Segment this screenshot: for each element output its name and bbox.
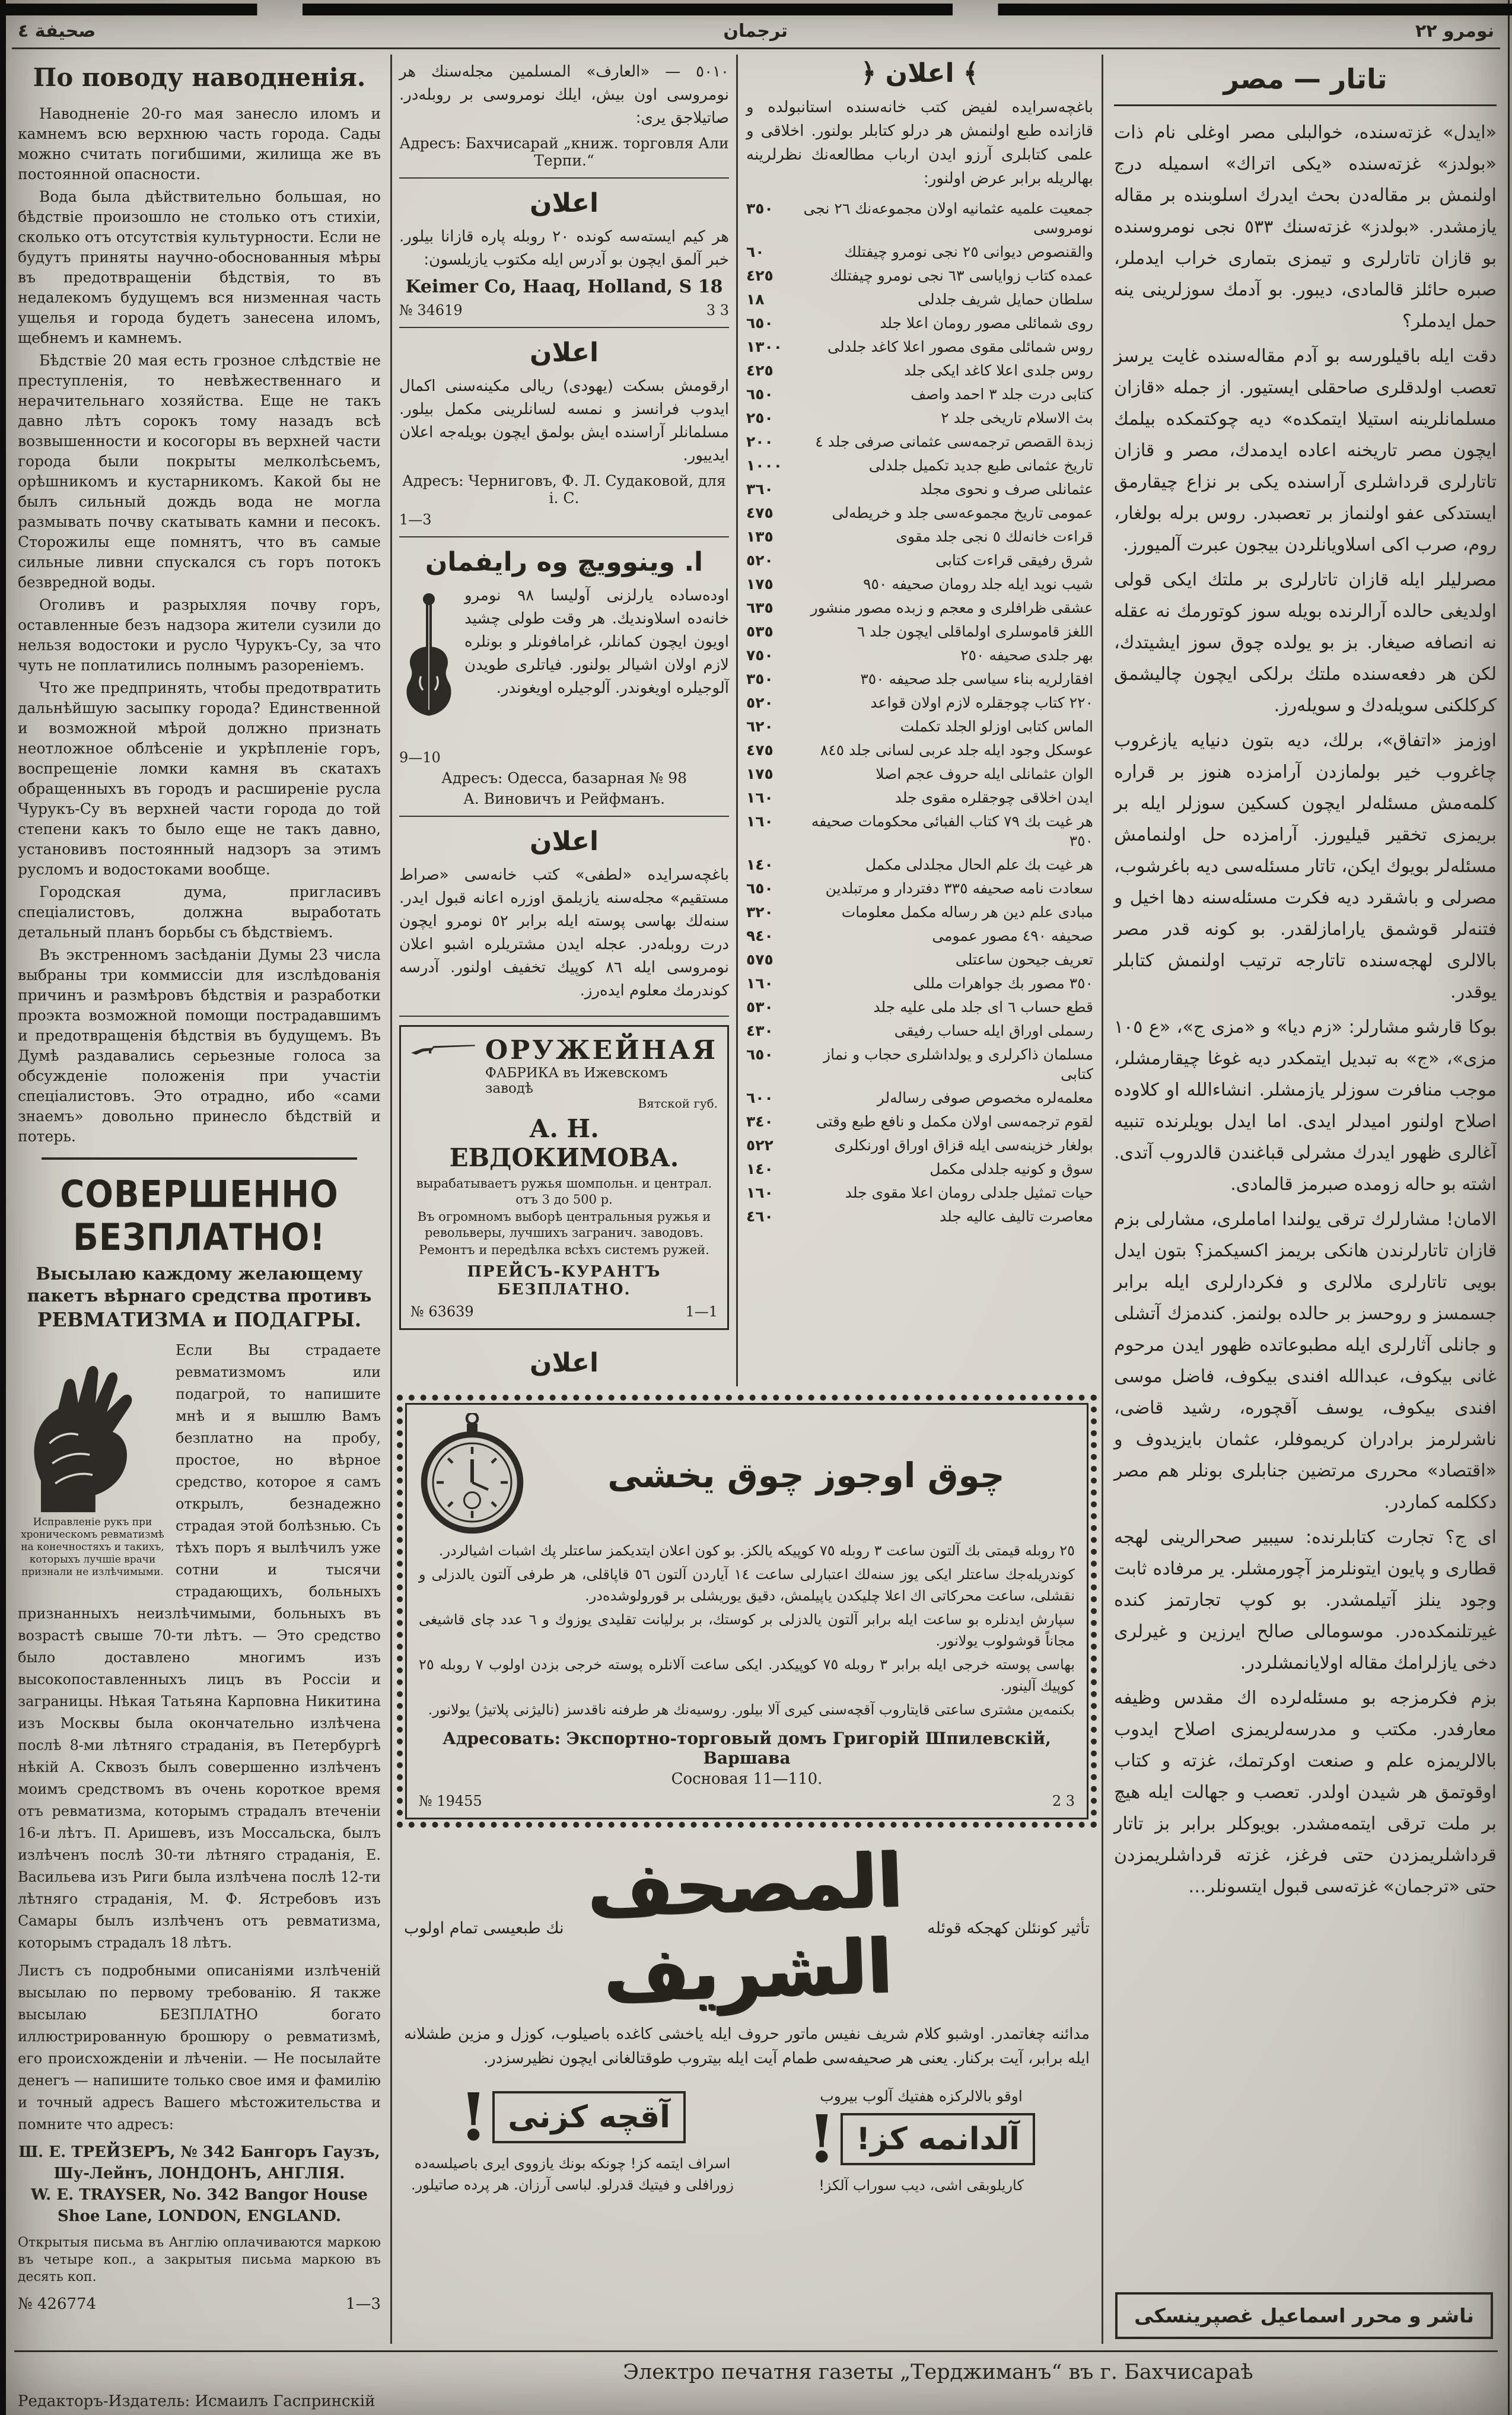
book-title: قراءت خانه‌لك ٥ نجى جلد مقوى	[896, 528, 1093, 545]
book-price: ٩٤٠	[746, 927, 773, 944]
watch-ad-reference-row	[419, 1793, 1075, 1809]
watch-ad-body	[419, 1540, 1075, 1720]
free-ad-intro-emph: РЕВМАТИЗМА и ПОДАГРЫ.	[37, 1308, 362, 1331]
book-title: لقوم ترجمه‌سى اولان مكمل و نافع طبع وقتى	[816, 1113, 1093, 1130]
booklist-row	[746, 1021, 1093, 1041]
gun-ad-price-list-note: ПРЕЙСЪ-КУРАНТЪ БЕЗПЛАТНО.	[467, 1263, 661, 1299]
book-title: عشقى ظرافلرى و معجم و زبده مصور منشور	[810, 599, 1093, 616]
violin-ad-address-line: Адресъ: Одесса, базарная № 98	[441, 769, 687, 787]
gun-ad-region: Вятской губ.	[638, 1096, 718, 1111]
flood-article-paragraph: Наводненіе 20-го мая занесло иломъ и камнемъ всю верхнюю часть города. Сады можно считать погибшими, жилища же въ постоянной опасности.	[18, 105, 381, 183]
slogan-right-segment	[749, 2088, 1093, 2196]
booklist-row	[746, 1088, 1093, 1108]
book-title: عثمانلى صرف و نحوى مجلد	[920, 481, 1093, 498]
flood-article-paragraph: Что же предпринять, чтобы предотвратить дальнѣйшую засыпку города? Единственной и возможной мѣрой должно признать неотложное облѣсеніе и укрѣпленіе горъ, воспрещеніе ломки камня въ скатахъ обращенныхъ въ городъ и расширеніе русла Чурукъ-Су въ верхней части города до той степени какъ то было еще не такъ давно, установивъ постоянный надзоръ за этимъ русломъ и водостоками вообще.	[18, 679, 381, 878]
book-price: ٤٧٥	[746, 504, 773, 521]
book-title: كتابى درت جلد ٣ احمد واصف	[911, 386, 1093, 403]
booklist-row	[746, 788, 1093, 807]
violin-ad-run: 9—10	[399, 749, 441, 766]
new-books-ad-text	[399, 1385, 729, 1386]
book-title: شيب نويد ايله جلد رومان صحيفه ٩٥٠	[863, 575, 1093, 593]
booklist-items	[746, 199, 1093, 1226]
keimer-ad-header: اعلان	[529, 188, 599, 218]
booklist-row	[746, 527, 1093, 546]
free-ad-paragraph: Если Вы страдаете ревматизмомъ или подагрой, то напишите мнѣ и я вышлю Вамъ безплатно на пробу, простое, но вѣрное средство, которое я самъ открылъ, безнадежно страдая этой болѣзнью. Съ тѣхъ поръ я вылѣчилъ уже сотни и тысячи страдающихъ, больныхъ признанныхъ неизлѣчимыми, больныхъ въ возрастѣ свыше 70-ти лѣтъ. — Это средство было доставлено многимъ изъ высокопоставленныхъ лицъ въ Россіи и заграницы. Нѣкая Татьяна Карповна Никитина изъ Москвы была окончательно излѣчена послѣ 8-ми лѣтняго страданія, въ Петербургѣ нѣкій А. Сквозъ былъ совершенно излѣченъ моимъ средствомъ въ очень короткое время отъ ревматизма, которымъ страдалъ втеченіи 16-и лѣтъ. П. Аришевъ, изъ Моссальска, былъ излѣченъ послѣ 30-ти лѣтняго страданія, Е. Васильева изъ Риги была излѣчена послѣ 12-ти лѣтняго страданія, М. Ф. Ястребовъ изъ Самары былъ излѣченъ отъ ревматизма, которымъ страдалъ 18 лѣтъ.	[18, 1342, 381, 1951]
keimer-ad-text: هر كيم ايسته‌سه كونده ٢٠ روبله پاره قازانا بيلور. خبر آلمق ايچون بو آدرس ايله مكتوب يازيلسون:	[399, 228, 729, 269]
slogan-left-box: آقچه كزنى	[492, 2091, 686, 2143]
book-title: معاصرت تاليف عاليه جلد	[939, 1208, 1093, 1225]
book-price: ٣٥٠	[746, 670, 773, 688]
free-ad-ref-number: № 426774	[18, 2295, 97, 2313]
watch-ad-address: Адресовать: Экспортно-торговый домъ Григорій Шпилевскій, Варшава	[443, 1729, 1051, 1768]
free-ad-address-line: Шу-Лейнъ, ЛОНДОНЪ, АНГЛІЯ.	[53, 2165, 345, 2182]
booklist-title: اعلان	[885, 58, 954, 88]
slogan-left-segment	[400, 2079, 744, 2196]
booklist-row	[746, 855, 1093, 874]
book-price: ٢٠٠	[746, 433, 773, 450]
booklist-row	[746, 574, 1093, 594]
watch-ad-line: كوندريله‌جك ساعتلر ايكى يوز سنه‌لك اعتبارلى ساعت ١٤ آياردن آلتون ٥٦ قاپاقلى، هر طرفى آلتون يالدزلى و نقشلى، ساعت محركاتى اك اعلا چليكدن ياپيلمش، دقيق يوريشلى بر قورولوشده‌در.	[419, 1566, 1075, 1604]
booklist-ornament-right: ﴾	[963, 58, 979, 88]
terpi-ad-text: ٥٠١٠ — «العارف» المسلمين مجله‌سنك هر نومروسى اون بيش، ايلك نومروسى بر روبله‌در. صاتيلاجق يرى:	[399, 63, 729, 127]
book-title: هر غيت بك علم الحال مجلدلى مكمل	[865, 856, 1093, 873]
gun-ad-line2: Въ огромномъ выборѣ центральныя ружья и револьверы, лучшихъ загранич. заводовъ.	[417, 1210, 711, 1240]
violin-ad-run-row	[399, 749, 729, 766]
footer-rule	[14, 2350, 1498, 2352]
hand-illustration-caption: Исправленіе рукъ при хроническомъ ревматизмѣ на конечностяхъ и такихъ, которыхъ лучшіе врачи признали не излѣчимыми.	[21, 1516, 164, 1578]
book-title: عمده كتاب زواياسى ٦٣ نجى نومرو چيفتلك	[830, 267, 1093, 284]
slogan-right-boxrow	[749, 2101, 1093, 2177]
page-number-label: صحيفة ٤	[18, 20, 96, 42]
rheumatic-hand-illustration	[18, 1343, 167, 1515]
gun-factory-ad	[399, 1025, 729, 1330]
slogan-right-topline: اوقو بالالركزه هفتيك آلوب بيروب	[820, 2088, 1023, 2105]
book-title: صحيفه ٤٩٠ مصور عمومى	[932, 927, 1093, 944]
booklist-row	[746, 879, 1093, 898]
book-title: اللغز قاموسلرى اولماقلى ايچون جلد ٦	[857, 623, 1093, 640]
watch-ad-ref: № 19455	[419, 1793, 482, 1809]
tatar-article-title: تاتار — مصر	[1114, 55, 1497, 106]
gun-ad-run: 1—1	[685, 1303, 718, 1320]
booklist-intro: باغچه‌سرايده لفيض كتب خانه‌سنده استانبولده و قازانده طبع اولنمش هر درلو كتابلر بولنور. اخلاقى و علمى كتابلرى آرزو ايدن ارباب مطالعه‌نك نظرلرينه بهالريله برابر عرض اولنور:	[746, 98, 1093, 187]
watch-ad-address2: Сосновая 11—110.	[671, 1770, 823, 1788]
flood-article-paragraph: Городская дума, пригласивъ спеціалистовъ, должна выработать детальный планъ борьбы съ бѣдствіемъ.	[18, 883, 381, 941]
sudakova-ad-text: ارقومش بسكت (يهودى) ريالى مكينه‌سنى اكمال ايدوب فرانسز و نمسه لسانلرينى مكمل بيلور. مسلمانلر آراسنده ايش بولمق ايچون بويله‌جه اعلان ايدييور.	[399, 377, 729, 464]
free-ad-intro: Высылаю каждому желающему пакетъ вѣрнаго средства противъ	[27, 1264, 372, 1306]
hand-illustration-block	[18, 1343, 167, 1579]
book-price: ٤٦٠	[746, 1208, 773, 1225]
watch-ad-line: بكنمه‌ين مشترى ساعتى قايتاروب آقچه‌سنى كيرى آلا بيلور. روسيه‌نك هر طرفنه ناقدسز (ناليژنى پلاتيژ) يولانور.	[428, 1701, 1075, 1718]
bottom-slogan-ads	[400, 2079, 1093, 2196]
booklist-row	[746, 717, 1093, 736]
keimer-ad-company: Keimer Co, Haaq, Holland, S 18	[405, 276, 723, 297]
book-price: ٥٣٥	[746, 623, 773, 640]
gun-ad-subtitle: ФАБРИКА въ Ижевскомъ заводѣ	[485, 1065, 668, 1096]
booklist-row	[746, 1112, 1093, 1131]
book-title: بهر جلدى صحيفه ٢٥٠	[960, 647, 1093, 664]
book-price: ١٠٠٠	[746, 457, 783, 474]
issue-number-label: نومرو ٢٢	[1415, 20, 1494, 42]
page-content	[18, 55, 1497, 2344]
book-price: ٦٥٠	[746, 314, 773, 332]
book-price: ١٧٥	[746, 575, 773, 593]
free-ad-headline: СОВЕРШЕННО БЕЗПЛАТНО!	[60, 1173, 339, 1259]
flood-article-paragraph: Оголивъ и разрыхляя почву горъ, оставленные безъ надзора жители сузили до нельзя водостоки и русло Чурукъ-Су, за что чуть не поплатились полнымъ разореніемъ.	[18, 596, 381, 674]
book-price: ٤٧٥	[746, 742, 773, 759]
section-divider-rule	[42, 1157, 357, 1160]
middle-section	[392, 55, 1103, 2344]
book-price: ٥٣٠	[746, 998, 773, 1016]
column-ads	[392, 55, 738, 1386]
exclamation-mark: !	[807, 2101, 836, 2177]
mushaf-ad-left-note: نك طبعيسى تمام اولوب	[404, 1919, 564, 1937]
slogan-right-below: كاريلوبقى اشى، ديب سوراب آلكز!	[819, 2177, 1024, 2194]
lutfi-ad-header: اعلان	[529, 826, 599, 857]
book-price: ١٧٥	[746, 765, 773, 782]
book-price: ٤٢٥	[746, 362, 773, 379]
page-header	[18, 18, 1494, 44]
mushaf-ad-right-note: تأثير كونئلن كهجكه قوئله	[927, 1919, 1090, 1937]
booklist-row	[746, 479, 1093, 499]
flood-article-paragraph: Бѣдствіе 20 мая есть грозное слѣдствіе не преступленія, то невѣжественнаго и нерачительнаго хозяйства. Еще не такъ давно лѣтъ сорокъ тому назадъ всѣ возвышенности и косогоры въ верхней части города были покрыты мелколѣсьемъ, орѣшникомъ и кустарникомъ. Какой бы не былъ сильный дождь вода не могла размывать почву скатывать камни и песокъ. Сторожилы еще помнятъ, что въ самые сильные ливни спускался съ горъ потокъ безвредной воды.	[18, 352, 381, 591]
free-ad-address-line: W. E. TRAYSER, No. 342 Bangor House	[31, 2186, 368, 2204]
flood-article-body	[18, 104, 381, 1147]
booklist-row	[746, 740, 1093, 760]
book-title: مبادى علم دين هر رساله مكمل معلومات	[841, 903, 1093, 921]
book-title: مسلمان ذاكرلرى و يولداشلرى حجاب و نماز كتابى	[823, 1046, 1093, 1083]
book-price: ٣٥٠	[746, 200, 773, 217]
book-title: افقارلريه بناء سياسى جلد صحيفه ٣٥٠	[860, 670, 1093, 688]
booklist-row	[746, 266, 1093, 285]
top-border-bar	[0, 4, 1512, 15]
book-price: ٤٢٥	[746, 267, 773, 284]
sudakova-ad-header: اعلان	[529, 338, 599, 368]
free-ad-run-mark: 1—3	[345, 2295, 381, 2313]
violin-ad-text: اودەساده يارلزنى آوليسا ٩٨ نومرو خانه‌ده اسلاونديك. هر وقت طولى چشيد اويون ايچون كمانلر، غرامافونلر و بونلره لازم اولان اشيالر بولنور. فياتلرى طويدن آلوجيلره اويغوندر. آلوجيلره اويغوندر.	[464, 587, 729, 697]
book-title: قطع حساب ٦ اى جلد ملى عليه جلد	[873, 998, 1093, 1016]
book-price: ٣٤٠	[746, 1113, 773, 1130]
publisher-box: ناشر و محرر اسماعيل غصپرينسكى	[1115, 2292, 1493, 2339]
column-tatar-article	[1103, 55, 1497, 2344]
rheumatism-free-ad	[18, 1173, 381, 2313]
new-books-ad	[399, 1338, 729, 1386]
watch-ad	[405, 1403, 1088, 1819]
booklist-row	[746, 693, 1093, 712]
watch-ad-title-row	[419, 1413, 1075, 1538]
book-title: سوق و كونيه جلدلى مكمل	[930, 1160, 1093, 1178]
tatar-article-paragraph: مصرليلر ايله قازان تاتارلرى بر ملتك ايكى قولى اولديغى حالده آرالرنده بويله سوز كوتورمك نه عقله نه انصافه صيغار. بز بو يولده چوق سوز ايشيتدك، لكن هر دفعه‌سنده ملتك برلكى ايچون چاليشمق كركلكنى سويله‌دك و سويله‌رز.	[1114, 569, 1497, 716]
book-title: ٣٥٠ مصور بك جواهرات مللى	[913, 975, 1093, 992]
flood-article-paragraph: Въ экстренномъ засѣданіи Думы 23 числа выбраны три коммиссіи для изслѣдованія причинъ и размѣровъ бѣдствія и разработки проэкта возможной помощи пострадавшимъ и предотвращенія бѣдствія въ будущемъ. Въ Думѣ раздавались серьезные голоса за обсужденіе положенія при участіи спеціалистовъ. Это отрадно, ибо «сами знаемъ» довольно принесло бѣдствій и потерь.	[18, 946, 381, 1145]
book-price: ٣٦٠	[746, 481, 773, 498]
book-price: ٧٥٠	[746, 647, 773, 664]
book-price: ٦٠٠	[746, 1089, 773, 1106]
gun-ad-title: ОРУЖЕЙНАЯ	[485, 1035, 718, 1065]
book-price: ١٨	[746, 291, 765, 308]
book-price: ١٣٥	[746, 528, 773, 545]
booklist-row	[746, 432, 1093, 451]
column-booklist	[738, 55, 1102, 1386]
column-russian	[18, 55, 392, 2344]
left-edge-shadow	[0, 0, 6, 2415]
keimer-ad-reference-row	[399, 302, 729, 319]
book-title: بث الاسلام تاريخى جلد ٢	[941, 409, 1093, 427]
tatar-article-paragraph: بوكا قارشو مشارلر: «زم ديا» و «مزى ج»، «ع ١٠٥ مزى»، «ج» به تبديل ايتمكدر ديه غوغا چيقارمشلر، موجب منافرت سوزلر يازمشلر. انشاءالله او كلاوده اصلاح اولنور اميدلر ايدى. اما ايدل بويلرنده تنبيه آغالرى ظهور ايدرك مشرلى قباغندن قالدروب آتدى. اشته بو حاله زومده صبرمز قالمادى.	[1114, 1017, 1497, 1195]
booklist-row	[746, 1159, 1093, 1179]
book-price: ٦٥٠	[746, 880, 773, 897]
book-price: ٤٣٠	[746, 1022, 773, 1039]
book-title: زبدة القصص ترجمه‌سى عثمانى صرفى جلد ٤	[815, 433, 1093, 450]
tatar-article-paragraph: «ايدل» غزته‌سنده، خوالبلى مصر اوغلى نام ذات «بولدز» غزته‌سنده «يكى اتراك» اسميله درج اولنمش بر مقاله‌دن بحث ايدرك اسلوبنده بر مقاله يازمشدر. «بولدز» غزته‌سنك ٥٣٣ نجى نومروسنده بو قازان تاتارلرى و تيمزى بتمارى خراب ايدملر، صبره حائلز قالمادى، ديبور. بو آدمك سوزلرينى ينه حمل ايدملر؟	[1114, 122, 1497, 332]
booklist-row	[746, 408, 1093, 428]
booklist-row	[746, 598, 1093, 618]
keimer-ad-ref: № 34619	[399, 302, 463, 319]
booklist-row	[746, 242, 1093, 262]
booklist-row	[746, 1207, 1093, 1226]
violin-ad-address-line: А. Виновичъ и Рейфманъ.	[463, 790, 665, 807]
gun-ad-reference-row	[410, 1303, 718, 1320]
book-title: ايدن اخلاقى چوجقلره مقوى جلد	[895, 789, 1093, 806]
sudakova-ad-run: 1—3	[399, 511, 432, 528]
booklist-header	[746, 58, 1093, 88]
free-ad-address	[18, 2142, 381, 2227]
free-ad-reference-row	[18, 2295, 381, 2313]
book-title: عوسكل وجود ايله جلد عربى لسانى جلد ٨٤٥	[820, 742, 1093, 759]
booklist-row	[746, 764, 1093, 784]
sudakova-ad-reference-row	[399, 511, 729, 528]
book-price: ٢٥٠	[746, 409, 773, 427]
book-price: ١٦٠	[746, 975, 773, 992]
book-price: ٦٣٥	[746, 599, 773, 616]
tatar-article-body	[1114, 117, 1497, 1906]
free-ad-postscript: Открытыя письма въ Англію оплачиваются маркою въ четыре коп., а закрытыя письма маркою въ десять коп.	[18, 2235, 381, 2284]
flood-article-title: По поводу наводненія.	[33, 63, 366, 92]
violin-shop-ad	[399, 537, 729, 817]
booklist-row	[746, 1045, 1093, 1084]
book-title: روى شمائلى مصور رومان اعلا جلد	[880, 314, 1093, 332]
pocket-watch-illustration	[419, 1413, 526, 1538]
booklist-row	[746, 669, 1093, 689]
editor-publisher-line: Редакторъ-Издатель: Исмаилъ Гаспринскій	[18, 2392, 375, 2410]
booklist-row	[746, 199, 1093, 238]
watch-ad-line: ٢٥ روبله قيمتى بك آلتون ساعت ٣ روبله ٧٥ كوپيكه يالكز. بو كون اعلان ايتديكمز ساعتلر پك اشبات اشيالردر.	[438, 1542, 1075, 1559]
book-title: الوان عثمانلى ايله حروف عجم اصلا	[876, 765, 1093, 782]
gun-ad-line3: Ремонтъ и передѣлка всѣхъ системъ ружей.	[419, 1243, 709, 1257]
free-ad-address-line: Ш. Е. ТРЕЙЗЕРЪ, № 342 Бангоръ Гаузъ,	[18, 2143, 380, 2161]
booklist-row	[746, 902, 1093, 922]
sudakova-ad	[399, 328, 729, 537]
booklist-ornament-left: ﴿	[861, 58, 877, 88]
book-title: رسملى اوراق ايله حساب رفيقى	[894, 1022, 1093, 1039]
booklist-row	[746, 456, 1093, 475]
mushaf-ad-paragraph: مدائنه چغاتمدر. اوشبو كلام شريف نفيس ماتور حروف ايله ياخشى كاغده باصيلوب، كوزل و مزين طشلانه ايله برابر، آيت بركنار. يعنى هر صحيفه‌سى طمام آيت ايله بيتروب طوقتالغانى ايچون نظيرسزدر.	[404, 2025, 1090, 2067]
printing-house-imprint: Электро печатня газеты „Терджиманъ“ въ г. Бахчисараѣ	[623, 2360, 1253, 2384]
book-price: ١٤٠	[746, 1160, 773, 1178]
booklist-row	[746, 1135, 1093, 1155]
book-price: ١٦٠	[746, 1184, 773, 1201]
slogan-left-lines: اسراف ايتمه كز! چونكه بونك يازووى ايرى باصيلسه‌ده زورافلى و فيتيك قدرلو. لباسى آرزان. هر پرده صاتيلور.	[411, 2155, 734, 2193]
book-title: حيات تمثيل جلدلى رومان اعلا مقوى جلد	[845, 1184, 1093, 1201]
keimer-ad	[399, 179, 729, 328]
booklist-row	[746, 812, 1093, 851]
book-title: شرق رفيقى قراءت كتابى	[935, 552, 1093, 569]
book-price: ٦٠	[746, 243, 765, 260]
mushaf-ad-row	[404, 1837, 1090, 2019]
book-price: ٥٧٥	[746, 951, 773, 968]
booklist-row	[746, 503, 1093, 523]
terpi-ad-address: Адресъ: Бахчисарай „книж. торговля Али Терпи.“	[399, 135, 729, 169]
sudakova-ad-address: Адресъ: Черниговъ, Ф. Л. Судаковой, для і. С.	[402, 472, 726, 507]
book-title: الماس كتابى اوزلو الجلد تكملت	[900, 718, 1093, 735]
violin-ad-address	[399, 769, 729, 807]
book-price: ٥٢٠	[746, 552, 773, 569]
free-ad-address-line: Shoe Lane, LONDON, ENGLAND.	[57, 2207, 342, 2225]
gun-ad-top-row	[410, 1035, 718, 1111]
keimer-ad-run: 3 3	[706, 302, 729, 319]
book-price: ١٦٠	[746, 789, 773, 806]
slogan-right-box: آلدانمه كز!	[841, 2113, 1035, 2165]
booklist-row	[746, 313, 1093, 333]
gun-ad-line1: вырабатываетъ ружья шомпольн. и централ. отъ 3 до 500 р.	[416, 1176, 712, 1207]
book-price: ٦٢٠	[746, 718, 773, 735]
tatar-article-paragraph: اى ج؟ تجارت كتابلرنده: سيبير صحرالرينى لهجه قطارى و پايون ايتونلرمز آچورمشلر. ير مرفاده ثابت وجود ينلز آتيلمشدر. بو كوپ تجارتمز كنده غيرتلنمكده‌در. موسومالى صالح ايرزين و غيرلرى دخى يازلرامك مقاله اولايانمشلردر.	[1114, 1527, 1497, 1673]
book-title: جمعيت علميه عثمانيه اولان مجموعه‌نك ٢٦ نجى نومروسى	[803, 200, 1093, 237]
book-title: هر غيت بك ٧٩ كتاب الفبائى محكومات صحيفه ٣٥٠	[811, 813, 1093, 849]
book-price: ٥٢٠	[746, 694, 773, 711]
violin-illustration	[399, 584, 459, 744]
free-ad-paragraph: Листъ съ подробными описаніями излѣченій высылаю по первому требованію. Я также высылаю БЕЗПЛАТНО богато иллюстрированную брошюру о ревматизмѣ, его происхожденіи и лѣченіи. — Не посылайте денегъ — напишите только свое имя и фамилію и точный адресъ Вашего мѣстожительства и помните что адресъ:	[18, 1962, 381, 2133]
masthead-title: ترجمان	[723, 20, 788, 42]
mushaf-ad	[400, 1837, 1093, 2071]
book-title: معلمه‌لره مخصوص صوفى رساله‌لر	[877, 1089, 1093, 1106]
booklist-row	[746, 1183, 1093, 1202]
violin-ad-header: ا. وينوويچ وه رايفمان	[425, 547, 704, 577]
terpi-bookshop-ad	[399, 55, 729, 179]
booklist-row	[746, 997, 1093, 1017]
new-books-ad-header: اعلان	[529, 1348, 599, 1378]
book-title: تاريخ عثمانى طبع جديد تكميل جلدلى	[868, 457, 1093, 474]
book-price: ١٤٠	[746, 856, 773, 873]
middle-upper-columns	[392, 55, 1102, 1386]
booklist-row	[746, 950, 1093, 969]
book-title: بولغار خزينه‌سى ايله قزاق اوراق اورنكلرى	[834, 1137, 1093, 1154]
book-title: سلطان حمايل شريف جلدلى	[918, 291, 1093, 308]
rifle-illustration	[410, 1035, 478, 1062]
book-title: والقنصوص ديوانى ٢٥ نجى نومرو چيفتلك	[844, 243, 1093, 260]
right-edge-line	[1508, 0, 1510, 2415]
booklist-row	[746, 645, 1093, 665]
gun-ad-title-block	[485, 1035, 718, 1111]
tatar-article-paragraph: دقت ايله باقيلورسه بو آدم مقاله‌سنده غايت يرسز تعصب اولدقلرى صاحقلى ايستيور. از جمله «قازان مسلمانلرينه استيلا ايتمكده» ديه چوكتمكده بيلمك ايچون مصر تاريخنه اعاده ايدمدك، مصر و قازان تاتارلرى قرداشلرى آراسنده يكى بر نزاع چيقارمق ايستدكى عفو اولنماز بر تعصبدر. روس برله بولغار، روم، صرب اكى اسلاويانلردن بيجون عبرت آلميورز.	[1114, 346, 1497, 555]
booklist-row	[746, 926, 1093, 946]
booklist-row	[746, 361, 1093, 380]
book-price: ٣٢٠	[746, 903, 773, 921]
flood-article-paragraph: Вода была дѣйствительно большая, но бѣдствіе произошло не столько отъ стихіи, сколько отъ отсутствія культурности. Если не будутъ приняты научно-обоснованныя мѣры въ предотвращеніи бѣдствія, то въ недалекомъ будущемъ вся низменная часть ущелья и города будетъ занесена иломъ, щебнемъ и камнемъ.	[18, 188, 381, 346]
book-title: سعادت نامه صحيفه ٣٣٥ دفتردار و مرتبلدين	[825, 880, 1093, 897]
gun-ad-owner-name: А. Н. ЕВДОКИМОВА.	[449, 1114, 679, 1172]
book-price: ٦٥٠	[746, 1046, 773, 1063]
booklist-row	[746, 973, 1093, 993]
book-title: روس شمائلى مقوى مصور اعلا كاغد جلدلى	[827, 338, 1093, 355]
lutfi-ad-text: باغچه‌سرايده «لطفى» كتب خانه‌سى «صراط مستقيم» مجله‌سنه يازيلمق اوزره اعانه قبول ايدر. سنه‌لك بهاسى پوسته ايله برابر ٥٢ نومرو ايچون درت روبله‌در. عجله ايدن مشتريلره اشبو اعلان نومروسى ايله ٨٦ كوپيك تخفيف اولنور. آدرسه كوندرمك معلوم ايده‌رز.	[399, 866, 729, 1000]
header-rule	[12, 47, 1500, 49]
slogan-left-boxrow	[400, 2079, 744, 2155]
watch-ad-line: سپارش ايدنلره بو ساعت ايله برابر آلتون يالدزلى بر كوستك، بر برليانت تقليدى يوزوك و ٦ عدد چاى قاشيغى مجاناً قوشولوب يولانور.	[419, 1611, 1075, 1649]
mushaf-calligraphy: المصحف الشريف	[585, 1837, 903, 2019]
tatar-article-paragraph: اوزمز «اتفاق»، برلك، ديه بتون دنيايه يازغروب چاغروب خير بولمازدن آرامزده هنوز بر قراره كلمه‌مش مسئله‌لر ايچون كسكين سوزلر ايله بر بريمزى تخقير قيليورز. آرامزده حل اولنمامش مسئله‌لر بويوك ايكن، تاتار مسئله‌سى ديه باغرشوب، مصرلى و باشقرد ديه فكرت مسئله‌سنه دها اخيل و فتنه‌لر قوشمق يارامازلقدر. بو كونه قدر مصر بالالرى لهجه‌سنده تاتارجه ترتيب اولنمش كتابلر يوقدر.	[1114, 730, 1497, 1003]
book-price: ١٦٠	[746, 813, 773, 830]
booklist-row	[746, 384, 1093, 404]
booklist-row	[746, 622, 1093, 641]
tatar-article-paragraph: الامان! مشارلرك ترقى يولندا اماملرى، مشارلى بزم قازان تاتارلرندن هانكى بريمز اكسيكمز؟ بتون ايدل بويى تاتارلرى ملالرى و فكردارلرى ايله برابر جسمسز و روحسز بر حالده بولنمز. كندمزك آتشلى و جانلى آثارلرى ايله مطبوعاتده ظهور ايدن مرحوم غانى بيكوف، عبدالله افندى بيكوف، فاضل موسى افندى بيكوف، يوسف آقچوره، رشيد قاضى، ناشرلرمز برادران كريموفلر، عثمان بايزيدوف و «اقتصاد» محررى مرتضين جنابلرى بونلر هم مصر دككلمه كماردر.	[1114, 1209, 1497, 1513]
book-title: روس جلدى اعلا كاغد ايكى جلد	[904, 362, 1093, 379]
tatar-article-paragraph: بزم فكرمزجه بو مسئله‌لرده اك مقدس وظيفه معارفدر. مكتب و مدرسه‌لريمزى اصلاح ايدوب بالالريمزه علم و صنعت اوكرتمك، غزته و كتاب اوقوتمق هر شيدن اولدر. تعصب و جهالت ايله هيچ بر ملت ترقى ايتمه‌مشدر. بويوكلر برابر بز تاتار قرداشلريمزدن حتى فرغز، غزته قرداشلريمزدن حتى «ترجمان» غزته‌سى قبول ايتسونلر…	[1114, 1688, 1497, 1897]
book-title: ٢٢٠ كتاب چوجقلره لازم اولان قواعد	[870, 694, 1093, 711]
lutfi-bookshop-ad	[399, 817, 729, 1017]
booklist-row	[746, 337, 1093, 357]
exclamation-mark: !	[459, 2079, 488, 2155]
book-price: ٦٥٠	[746, 386, 773, 403]
watch-ad-border	[397, 1395, 1097, 1828]
booklist-row	[746, 551, 1093, 570]
book-title: عمومى تاريخ مجموعه‌سى جلد و خريطه‌لى	[832, 504, 1093, 521]
violin-ad-row	[399, 584, 729, 744]
watch-ad-run: 2 3	[1052, 1793, 1075, 1809]
watch-ad-title: چوق اوجوز چوق يخشى	[607, 1455, 1005, 1496]
watch-ad-line: بهاسى پوسته خرجى ايله برابر ٣ روبله ٧٥ كوپيكدر. ايكى ساعت آلانلره پوسته خرجى بزدن اولوب ٧ روبله ٢٥ كوپيك آلينور.	[419, 1656, 1075, 1694]
book-title: تعريف جيحون ساعتلى	[955, 951, 1093, 968]
gun-ad-ref: № 63639	[410, 1303, 474, 1320]
book-price: ١٣٠٠	[746, 338, 783, 355]
book-price: ٥٢٢	[746, 1137, 773, 1154]
booklist-row	[746, 289, 1093, 309]
